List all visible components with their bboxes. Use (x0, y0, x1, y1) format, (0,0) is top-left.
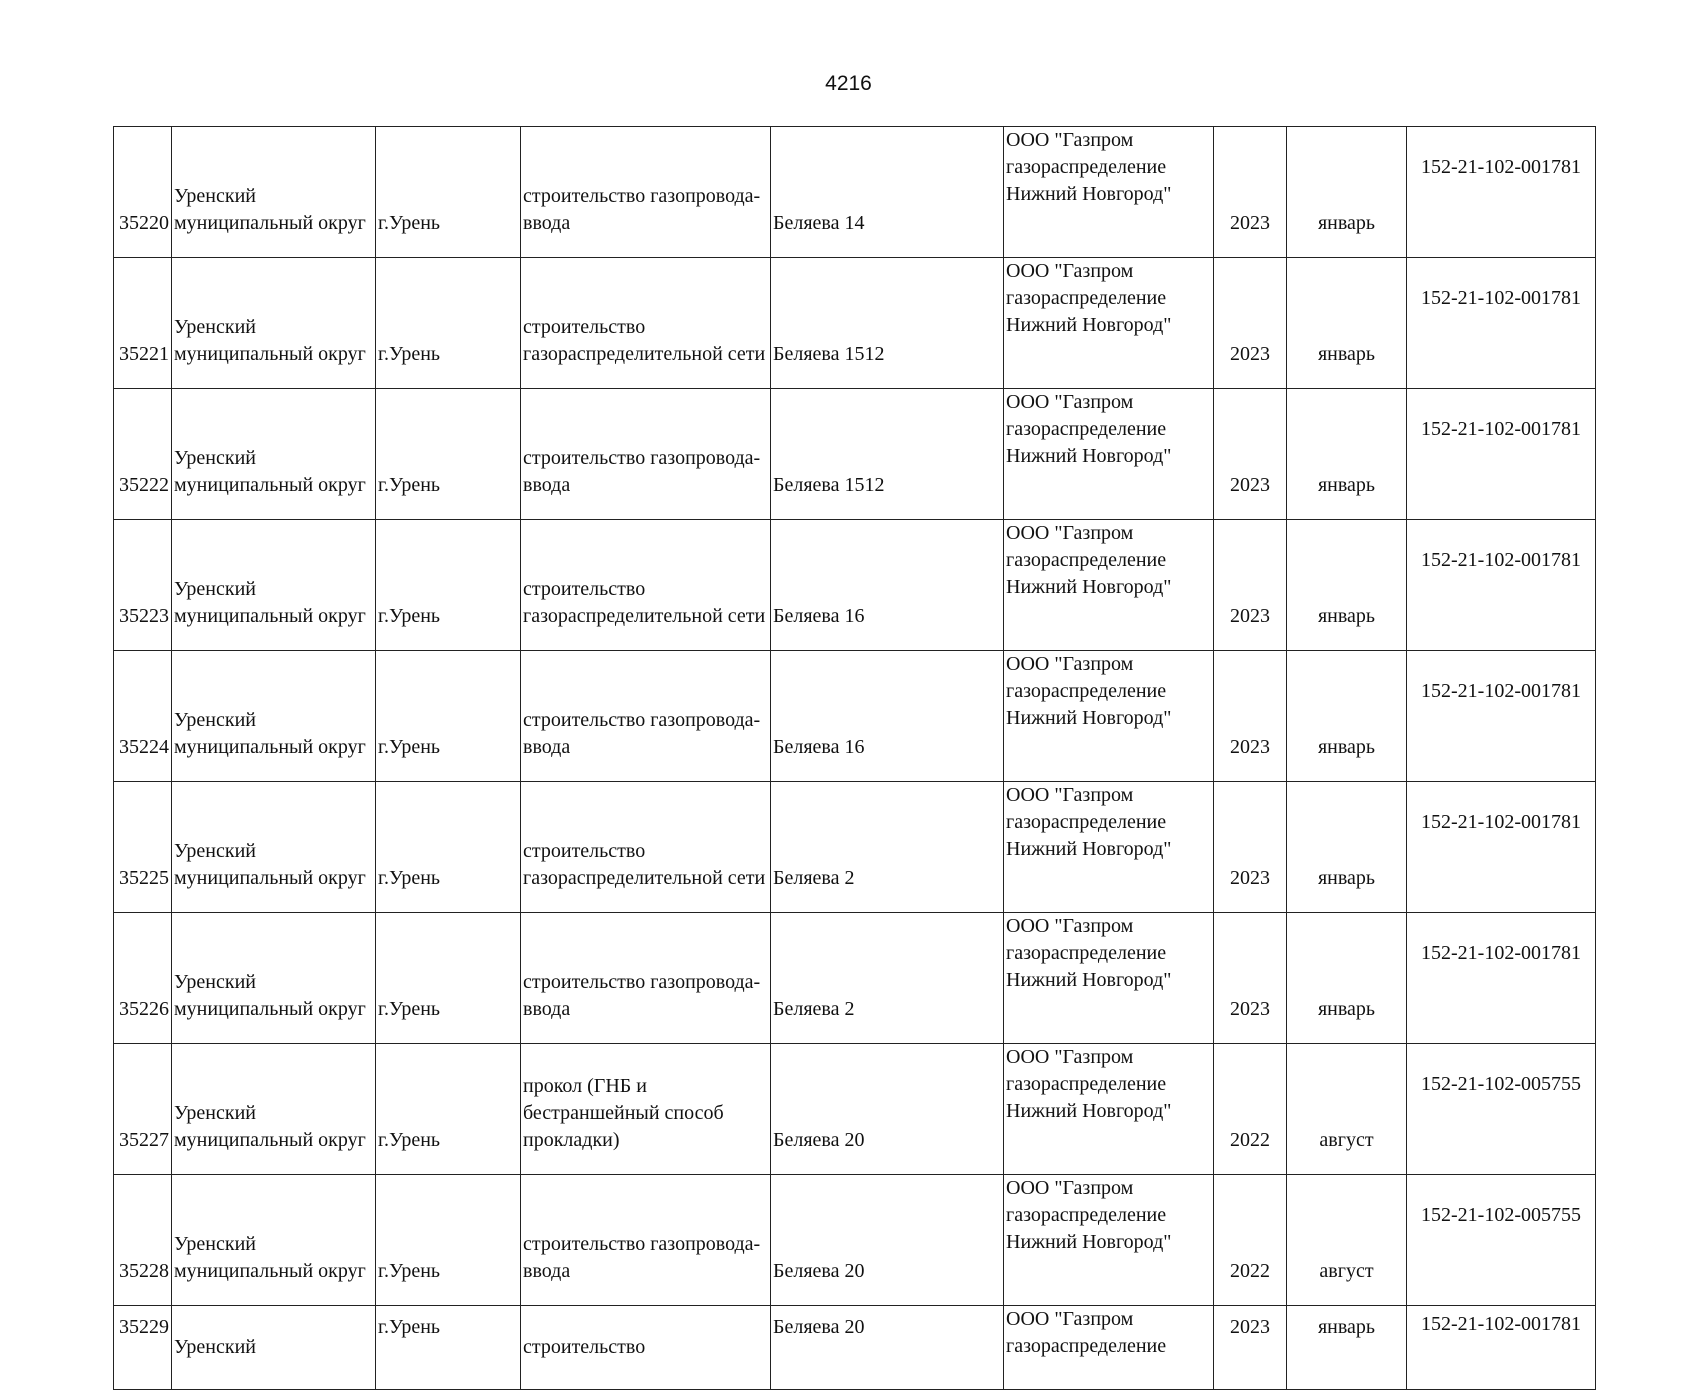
year-cell: 2023 (1214, 651, 1287, 782)
table-row (114, 1306, 1596, 1390)
row-number: 35223 (114, 520, 172, 651)
row-number: 35227 (114, 1044, 172, 1175)
year-cell: 2023 (1214, 782, 1287, 913)
table-row (114, 651, 1596, 782)
district-cell: Уренский муниципальный округ (172, 1044, 376, 1175)
address-cell: Беляева 20 (771, 1306, 1004, 1390)
city-cell: г.Урень (376, 651, 521, 782)
work-type-cell: строительство газораспределительной сети (521, 520, 771, 651)
city-cell: г.Урень (376, 520, 521, 651)
table-row (114, 520, 1596, 651)
code-cell: 152-21-102-005755 (1407, 1175, 1596, 1306)
month-cell: январь (1287, 782, 1407, 913)
year-cell: 2023 (1214, 258, 1287, 389)
year-cell: 2022 (1214, 1175, 1287, 1306)
code-cell: 152-21-102-001781 (1407, 520, 1596, 651)
address-cell: Беляева 2 (771, 913, 1004, 1044)
month-cell: август (1287, 1044, 1407, 1175)
address-cell: Беляева 20 (771, 1044, 1004, 1175)
district-cell: Уренский муниципальный округ (172, 127, 376, 258)
work-type-cell: строительство газопровода- ввода (521, 913, 771, 1044)
organization-cell: ООО "Газпром газораспределение Нижний Новгород" (1004, 1175, 1214, 1306)
organization-cell: ООО "Газпром газораспределение Нижний Новгород" (1004, 913, 1214, 1044)
table-row (114, 1175, 1596, 1306)
district-cell: Уренский муниципальный округ (172, 520, 376, 651)
table-row (114, 389, 1596, 520)
city-cell: г.Урень (376, 913, 521, 1044)
year-cell: 2023 (1214, 389, 1287, 520)
work-type-cell: строительство газопровода- ввода (521, 1175, 771, 1306)
month-cell: январь (1287, 913, 1407, 1044)
row-number: 35229 (114, 1306, 172, 1390)
work-type-cell: строительство газопровода- ввода (521, 389, 771, 520)
month-cell: январь (1287, 1306, 1407, 1390)
code-cell: 152-21-102-001781 (1407, 1306, 1596, 1390)
organization-cell: ООО "Газпром газораспределение Нижний Новгород" (1004, 520, 1214, 651)
code-cell: 152-21-102-005755 (1407, 1044, 1596, 1175)
table-row (114, 913, 1596, 1044)
registry-table (113, 126, 1596, 1390)
table-row (114, 782, 1596, 913)
address-cell: Беляева 14 (771, 127, 1004, 258)
organization-cell: ООО "Газпром газораспределение Нижний Новгород" (1004, 782, 1214, 913)
address-cell: Беляева 16 (771, 651, 1004, 782)
city-cell: г.Урень (376, 127, 521, 258)
city-cell: г.Урень (376, 258, 521, 389)
year-cell: 2023 (1214, 127, 1287, 258)
district-cell: Уренский (172, 1306, 376, 1390)
table-row (114, 127, 1596, 258)
code-cell: 152-21-102-001781 (1407, 127, 1596, 258)
work-type-cell: строительство газопровода- ввода (521, 651, 771, 782)
table-row (114, 1044, 1596, 1175)
row-number: 35221 (114, 258, 172, 389)
address-cell: Беляева 1512 (771, 258, 1004, 389)
address-cell: Беляева 20 (771, 1175, 1004, 1306)
row-number: 35226 (114, 913, 172, 1044)
code-cell: 152-21-102-001781 (1407, 389, 1596, 520)
city-cell: г.Урень (376, 1306, 521, 1390)
page-number: 4216 (825, 72, 872, 95)
city-cell: г.Урень (376, 389, 521, 520)
district-cell: Уренский муниципальный округ (172, 913, 376, 1044)
organization-cell: ООО "Газпром газораспределение Нижний Новгород" (1004, 389, 1214, 520)
code-cell: 152-21-102-001781 (1407, 782, 1596, 913)
work-type-cell: строительство газораспределительной сети (521, 782, 771, 913)
code-cell: 152-21-102-001781 (1407, 651, 1596, 782)
work-type-cell: строительство (521, 1306, 771, 1390)
year-cell: 2022 (1214, 1044, 1287, 1175)
month-cell: январь (1287, 651, 1407, 782)
work-type-cell: прокол (ГНБ и бестраншейный способ прокладки) (521, 1044, 771, 1175)
code-cell: 152-21-102-001781 (1407, 258, 1596, 389)
year-cell: 2023 (1214, 520, 1287, 651)
district-cell: Уренский муниципальный округ (172, 389, 376, 520)
address-cell: Беляева 16 (771, 520, 1004, 651)
month-cell: январь (1287, 520, 1407, 651)
address-cell: Беляева 1512 (771, 389, 1004, 520)
year-cell: 2023 (1214, 1306, 1287, 1390)
organization-cell: ООО "Газпром газораспределение (1004, 1306, 1214, 1390)
row-number: 35220 (114, 127, 172, 258)
district-cell: Уренский муниципальный округ (172, 651, 376, 782)
code-cell: 152-21-102-001781 (1407, 913, 1596, 1044)
district-cell: Уренский муниципальный округ (172, 782, 376, 913)
row-number: 35224 (114, 651, 172, 782)
address-cell: Беляева 2 (771, 782, 1004, 913)
row-number: 35222 (114, 389, 172, 520)
row-number: 35228 (114, 1175, 172, 1306)
organization-cell: ООО "Газпром газораспределение Нижний Новгород" (1004, 1044, 1214, 1175)
district-cell: Уренский муниципальный округ (172, 1175, 376, 1306)
work-type-cell: строительство газопровода- ввода (521, 127, 771, 258)
work-type-cell: строительство газораспределительной сети (521, 258, 771, 389)
month-cell: январь (1287, 127, 1407, 258)
organization-cell: ООО "Газпром газораспределение Нижний Новгород" (1004, 651, 1214, 782)
city-cell: г.Урень (376, 782, 521, 913)
month-cell: январь (1287, 389, 1407, 520)
month-cell: январь (1287, 258, 1407, 389)
organization-cell: ООО "Газпром газораспределение Нижний Новгород" (1004, 127, 1214, 258)
year-cell: 2023 (1214, 913, 1287, 1044)
city-cell: г.Урень (376, 1175, 521, 1306)
district-cell: Уренский муниципальный округ (172, 258, 376, 389)
city-cell: г.Урень (376, 1044, 521, 1175)
month-cell: август (1287, 1175, 1407, 1306)
table-row (114, 258, 1596, 389)
row-number: 35225 (114, 782, 172, 913)
organization-cell: ООО "Газпром газораспределение Нижний Новгород" (1004, 258, 1214, 389)
